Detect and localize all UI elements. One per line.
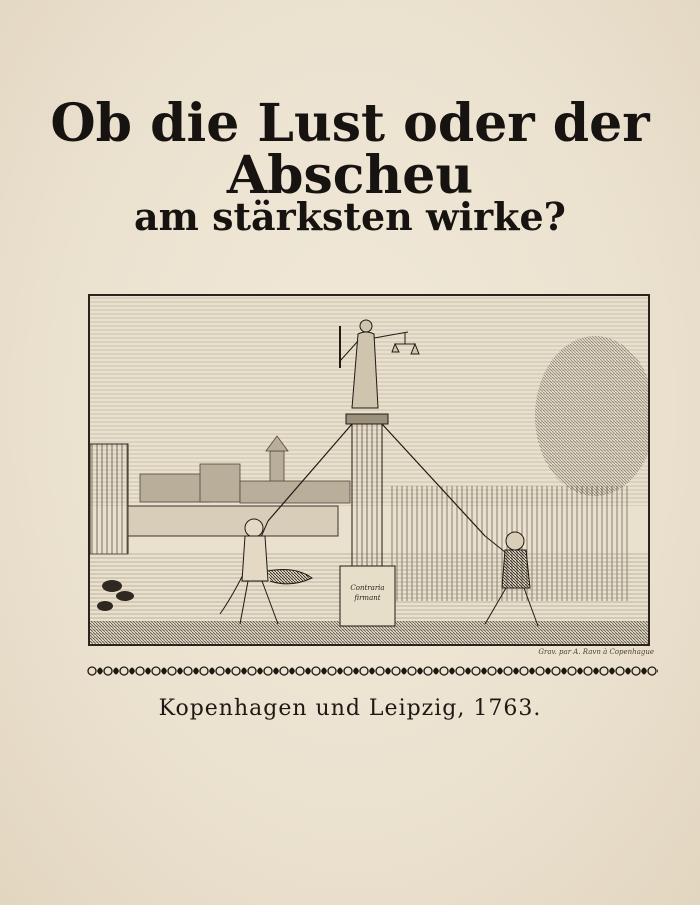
ornament-ring: [360, 667, 368, 675]
ornament-leaf: [529, 668, 535, 675]
ornament-ring: [600, 667, 608, 675]
ornament-ring: [312, 667, 320, 675]
ornament-ring: [568, 667, 576, 675]
ornament-leaf: [545, 668, 551, 675]
ornament-ring: [184, 667, 192, 675]
subtitle: am stärksten wirke?: [134, 194, 566, 239]
ornament-ring: [328, 667, 336, 675]
ornament-leaf: [593, 668, 599, 675]
ornament-ring: [376, 667, 384, 675]
ornament-leaf: [257, 668, 263, 675]
ornament-leaf: [129, 668, 135, 675]
ornament-leaf: [625, 668, 631, 675]
ornament-leaf: [97, 668, 103, 675]
ornament-ring: [520, 667, 528, 675]
ornament-ring: [152, 667, 160, 675]
ornament-leaf: [449, 668, 455, 675]
ornament-leaf: [193, 668, 199, 675]
ornament-leaf: [305, 668, 311, 675]
ornament-ring: [136, 667, 144, 675]
ornament-ring: [632, 667, 640, 675]
ornamental-border: [86, 660, 658, 682]
ornament-leaf: [609, 668, 615, 675]
ornament-leaf: [401, 668, 407, 675]
arcade-wall: [128, 506, 338, 536]
ornament-ring: [424, 667, 432, 675]
ornament-ring: [584, 667, 592, 675]
inscription-line-2: firmant: [354, 594, 381, 602]
ornament-leaf: [161, 668, 167, 675]
ornament-leaf: [417, 668, 423, 675]
inscription-line-1: Contraria: [350, 584, 385, 592]
ornament-ring: [216, 667, 224, 675]
ornament-leaf: [241, 668, 247, 675]
ornament-leaf: [433, 668, 439, 675]
ornament-ring: [104, 667, 112, 675]
ornament-ring: [552, 667, 560, 675]
ornament-leaf: [113, 668, 119, 675]
ornament-leaf: [513, 668, 519, 675]
ornament-leaf: [481, 668, 487, 675]
column-shaft: [352, 421, 382, 566]
ornament-ring: [648, 667, 656, 675]
ornament-ring: [88, 667, 96, 675]
ornament-ring: [536, 667, 544, 675]
ornament-leaf: [657, 668, 658, 675]
ornament-ring: [504, 667, 512, 675]
ornament-leaf: [577, 668, 583, 675]
ornament-ring: [408, 667, 416, 675]
ornament-ring: [280, 667, 288, 675]
ornament-ring: [392, 667, 400, 675]
ornament-leaf: [561, 668, 567, 675]
ornament-ring: [296, 667, 304, 675]
ornament-ring: [200, 667, 208, 675]
engraver-credit: Grav. par A. Ravn à Copenhague: [538, 648, 654, 656]
ornament-leaf: [641, 668, 647, 675]
ornament-leaf: [273, 668, 279, 675]
ornament-ring: [456, 667, 464, 675]
main-title: Ob die Lust oder der Abscheu: [50, 93, 650, 206]
ornament-ring: [344, 667, 352, 675]
ornament-ring: [168, 667, 176, 675]
ornament-ring: [264, 667, 272, 675]
ornament-leaf: [369, 668, 375, 675]
ornament-leaf: [177, 668, 183, 675]
ornament-leaf: [385, 668, 391, 675]
ornament-ring: [248, 667, 256, 675]
ornament-ring: [488, 667, 496, 675]
ornament-ring: [232, 667, 240, 675]
ornament-leaf: [465, 668, 471, 675]
imprint-line: Kopenhagen und Leipzig, 1763.: [158, 696, 542, 721]
frontispiece-engraving: [88, 294, 650, 646]
ornament-leaf: [145, 668, 151, 675]
ornament-leaf: [497, 668, 503, 675]
ornament-ring: [120, 667, 128, 675]
left-building: [90, 444, 128, 554]
ornament-leaf: [289, 668, 295, 675]
ornament-ring: [472, 667, 480, 675]
ornament-leaf: [209, 668, 215, 675]
ornament-leaf: [337, 668, 343, 675]
ornament-ring: [440, 667, 448, 675]
ornament-leaf: [225, 668, 231, 675]
ornament-leaf: [321, 668, 327, 675]
ornament-leaf: [353, 668, 359, 675]
ornament-ring: [616, 667, 624, 675]
